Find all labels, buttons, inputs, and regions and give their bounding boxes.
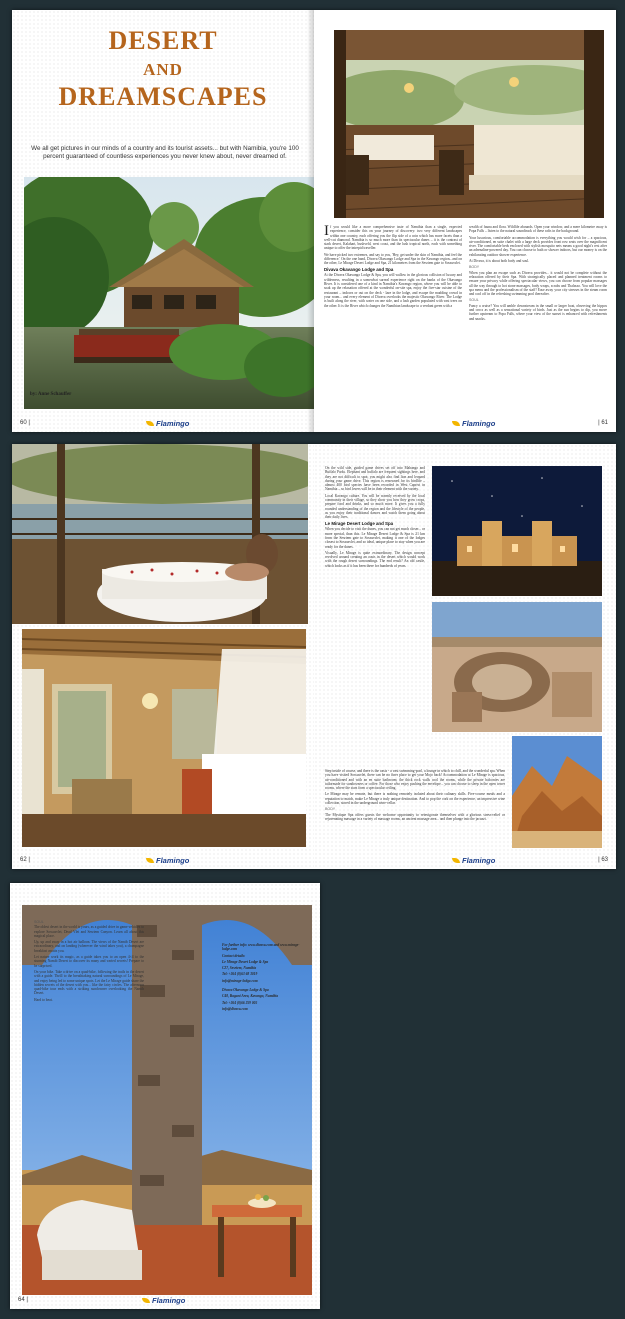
page64-text-column — [34, 919, 144, 1004]
spread2-paragraph-3: When you decide to visit the dunes, you can not get much closer... or more special, than this. Le Mirage Desert Lodge & Spa is 21 km from the Sesriem gate to Sossusvlei, making it one of the lodges closest to Sossusvlei, and so ideal, unique place to stay when you are ready for the dunes. — [325, 527, 425, 549]
bedroom-illustration — [22, 629, 306, 847]
desert-rocks-photo — [512, 736, 602, 848]
page-number-right: | 61 — [598, 420, 608, 426]
col2-paragraph-2: Your luxurious, comfortable accommodation is everything you would wish for – a spacious, air-conditioned, en suite chalet with a large deck provides front row seats over the magnificent river. The comfortable beds enclosed with stylish mosquito nets means a good night's rest after an adrenaline-powered day. You can choose to bath or shower indoors, but our money is on the exhilarating outdoor shower experience. — [469, 235, 607, 257]
col2-paragraph-4: When you plan an escape such as Divava provides... it would not be complete without the relaxation offered by their Spa. With strategically placed and planned treatment rooms to ensure your privacy while offering spectacular views, you can choose from popular massages all the way through to hot stone massages, body wraps, scrubs and Thalasso. You will love the spa menu and the professionalism of the staff! Ease away your city stresses in the steam room and cool off in the refreshing swimming pool thereafter. — [469, 270, 607, 297]
castle-aerial-illustration — [432, 602, 602, 732]
page-61 — [314, 10, 616, 432]
article-column-2 — [469, 225, 607, 323]
spread2-paragraph-1: On the wild side, guided game drives set off into Mahango and Buffalo Parks. Elephant and buffalo are frequent sightings here, and they are not difficult to spot; you might also find lion and leopard during your game drive. This region is renowned for its birdlife – almost 400 bird species have been recorded in West Caprivi in Namibia – so bird lovers will be in their element with the variety. — [325, 466, 425, 492]
le-mirage-email: info@mirage-lodge.com — [222, 978, 258, 983]
info-websites: For further info: www.divava.com and www.mirage-lodge.com — [222, 943, 300, 952]
title-line-1: DESERT — [108, 26, 218, 55]
page-number-63: | 63 — [598, 857, 608, 863]
flamingo-wing-icon — [146, 858, 154, 863]
magazine-spread-1 — [12, 10, 616, 432]
magazine-spread-2 — [12, 444, 616, 869]
le-mirage-aerial-photo — [432, 602, 602, 732]
spread2-paragraph-4: Visually, Le Mirage is quite extraordinary. The design concept revolved around creating an oasis in the desert which would work with the rough desert surroundings. The end result? An old castle, which looks as if it has been there for hundreds of years. — [325, 550, 425, 568]
flamingo-wing-icon — [142, 1298, 150, 1303]
article-column-1 — [324, 225, 462, 310]
divava-address: C48, Bagani Area, Kavango, Namibia — [222, 994, 279, 999]
desert-rocks-illustration — [512, 736, 602, 848]
page-number-64: 64 | — [18, 1297, 28, 1303]
page64-paragraph-5: Hard to beat. — [34, 997, 53, 1002]
col2-paragraph-5: Fancy a cruise? You will amble downstream in the small or larger boat, observing the hippos and crocs as well as a sensational variety of birds. Just as the sun begins to dip, you move further upstream to Popa Falls, where your view of the sunset is enhanced with refreshments and snacks. — [469, 303, 607, 321]
page-number-62: 62 | — [20, 857, 30, 863]
spread2-body-label: BODY — [325, 807, 336, 812]
le-mirage-address: C27, Sesriem, Namibia — [222, 966, 257, 971]
le-mirage-name: Le Mirage Desert Lodge & Spa — [222, 959, 269, 964]
flamingo-wing-icon — [452, 858, 460, 863]
page64-paragraph-1: The oldest desert in the world is yours, as a guided drive in game vehicles to explore Sossusvlei, Dead Vlei and Sesriem Canyon. Learn all about this magical place. — [34, 925, 144, 938]
le-mirage-night-photo — [432, 466, 602, 596]
flamingo-logo-right: Flamingo — [452, 419, 495, 428]
spread2-text-wide — [325, 769, 505, 823]
outdoor-bath-illustration — [12, 444, 308, 624]
outdoor-bath-photo — [12, 444, 308, 624]
magazine-page-64 — [10, 883, 320, 1309]
restaurant-deck-photo — [334, 30, 604, 218]
page64-paragraph-4: On your bike. Take a drive on a quad-bike, following the trails in the desert with a guide. Thrill to the breathtaking natural surroundings of Le Mirage, and enjoy being led to some unique spots. Let the Le Mirage guide share the hidden secrets of the desert with you... like the fairy circles. The afternoon quad-bike tour ends with a striking sundowner overlooking the Namib Desert. — [34, 969, 144, 996]
flamingo-logo-left: Flamingo — [146, 419, 189, 428]
bedroom-photo — [22, 629, 306, 847]
divava-email: info@divava.com — [222, 1006, 248, 1011]
flamingo-logo-64: Flamingo — [142, 1296, 185, 1305]
title-line-3: DREAMSCAPES — [58, 82, 268, 111]
page-number-left: 60 | — [20, 420, 30, 426]
flamingo-wing-icon — [146, 421, 154, 426]
page64-paragraph-3: Let nature work its magic, as a guide takes you to an open 4×4 to the stunning Namib Desert to discover its many and varied secrets! Prepare to be surprised. — [34, 955, 144, 968]
spread2-paragraph-5: Step inside of course, and there is the oasis - a vast swimming-pool, a lounge in which to chill, and the wonderful spa. When you have visited Sossusvlei, there can be no finer place to get your Mojo back! Accommodation at Le Mirage is spacious, air-conditioned and with an en suite bathroom; the thick rock walls cool the rooms, while the private balconies are tailormade for sundowners or coffee. For those who enjoy pushing the envelope... you can choose to sleep in the open tower rooms, where the stars form a spectacular ceiling. — [325, 769, 505, 791]
drop-cap: I — [324, 223, 329, 239]
title-line-2: AND — [143, 60, 183, 79]
le-mirage-heading: Le Mirage Desert Lodge and Spa — [325, 520, 394, 526]
divava-name: Divava Okavango Lodge & Spa — [222, 988, 269, 993]
byline: by: Anne Schauffer — [30, 392, 72, 397]
divava-tel: Tel: +264 (0)66 259 005 — [222, 1000, 258, 1005]
col2-paragraph-3: At Divava, it is about both body and soul. — [469, 259, 530, 264]
divava-heading: Divava Okavango Lodge and Spa — [324, 266, 394, 272]
flamingo-wing-icon — [452, 421, 460, 426]
spread2-paragraph-7: The Mystique Spa offers guests the welcome opportunity to reinvigorate themselves with a glorious stress-relief or rejuvenating massage in a variety of massage rooms, an ancient massage area... and then plunge into the jacuzzi. — [325, 812, 505, 821]
info-contact-label: Contact details: — [222, 953, 246, 958]
page64-soul-label: SOUL — [34, 920, 44, 924]
spread2-paragraph-2: Local Kavango culture. You will be warmly received by the local community in their village, so they show you how they grow crops, prepare food and drinks, and so much more. It gives you a fully rounded understanding of the region and the lifestyle of the people, as you enjoy their traditional dances and watch them going about their daily lives. — [325, 493, 425, 520]
col2-paragraph-1: wealth of fauna and flora. Wildlife abounds. Open your window, and a mere kilometre away is Popa Falls – listen to the natural soundtrack of these rafts in the background. — [469, 225, 607, 234]
col1-paragraph-2: We have picked two extremes, and say to you, 'Hey, get under the skin of Namibia, and feel the difference.' On the one hand, Divava Okavango Lodge and Spa in the Kavango region...and on the other, Le Mirage Desert Lodge and Spa, 21 kilometres from the Sesriem gate to Sossusvlei. — [324, 252, 462, 266]
page64-paragraph-2: Up, up and away in a hot air balloon. The views of the Namib Desert are extraordinary, and on landing (wherever the wind takes you), a champagne breakfast awaits you. — [34, 940, 144, 953]
flamingo-logo-62: Flamingo — [146, 856, 189, 865]
lodge-river-photo — [24, 177, 314, 409]
contact-info-box — [222, 943, 314, 1013]
col1-paragraph-1: f you would like a more comprehensive taste of Namibia than a single, expected experience, consider this on your journey of discovery: two very different landscapes within one country, each offering you the flip side of a coin which has more facets than a well-cut diamond. Namibia is so much more than its spectacular dunes – it is the contrast of stark desert, Kalahari, bushveld, west coast, and the lush tropical north, each with something unique to offer the intrepid traveller. — [324, 225, 462, 251]
flamingo-logo-63: Flamingo — [452, 856, 495, 865]
col1-paragraph-3: At the Divava Okavango Lodge & Spa, you will wallow in the glorious collision of luxury and wilderness, resulting in a somewhat surreal experience right on the banks of the Okavango River. It is considered one of a kind in Namibia's Kavango region, where you will be able to soak up the relaxation offered at the wonderful on-site spa, enjoy the five-star cuisine of the restaurant – indoors or out on the deck - laze in the lodge, and escape the madding crowd in your room... and every element of Divava overlooks the majestic Okavango River. The Lodge is built along the river, with water on one side, and a lush garden populated with vast trees on the other. It is the River which changes the Namibian landscape to a verdant green with a — [324, 273, 462, 308]
intro-text: We all get pictures in our minds of a country and its tourist assets... but with Namibia, you're 100 percent guaranteed of countless experiences you never knew about, never dreamed of. — [31, 145, 299, 160]
castle-night-illustration — [432, 466, 602, 596]
le-mirage-tel: Tel: +264 (0)63 68 3019 — [222, 972, 258, 977]
spread2-text-column — [325, 466, 425, 570]
restaurant-deck-illustration — [334, 30, 604, 218]
lodge-river-illustration — [24, 177, 314, 409]
body-label: BODY — [469, 265, 480, 270]
soul-label: SOUL — [469, 298, 479, 303]
spread2-paragraph-6: Le Mirage may be remote, but there is nothing remotely isolated about their culinary skills. Five-course meals and a reputation to match, make Le Mirage a truly unique destination. And to pop the cork on the experience, an impressive wine collection, stored in the underground wine-cellar. — [325, 792, 505, 806]
page-60 — [12, 10, 314, 432]
